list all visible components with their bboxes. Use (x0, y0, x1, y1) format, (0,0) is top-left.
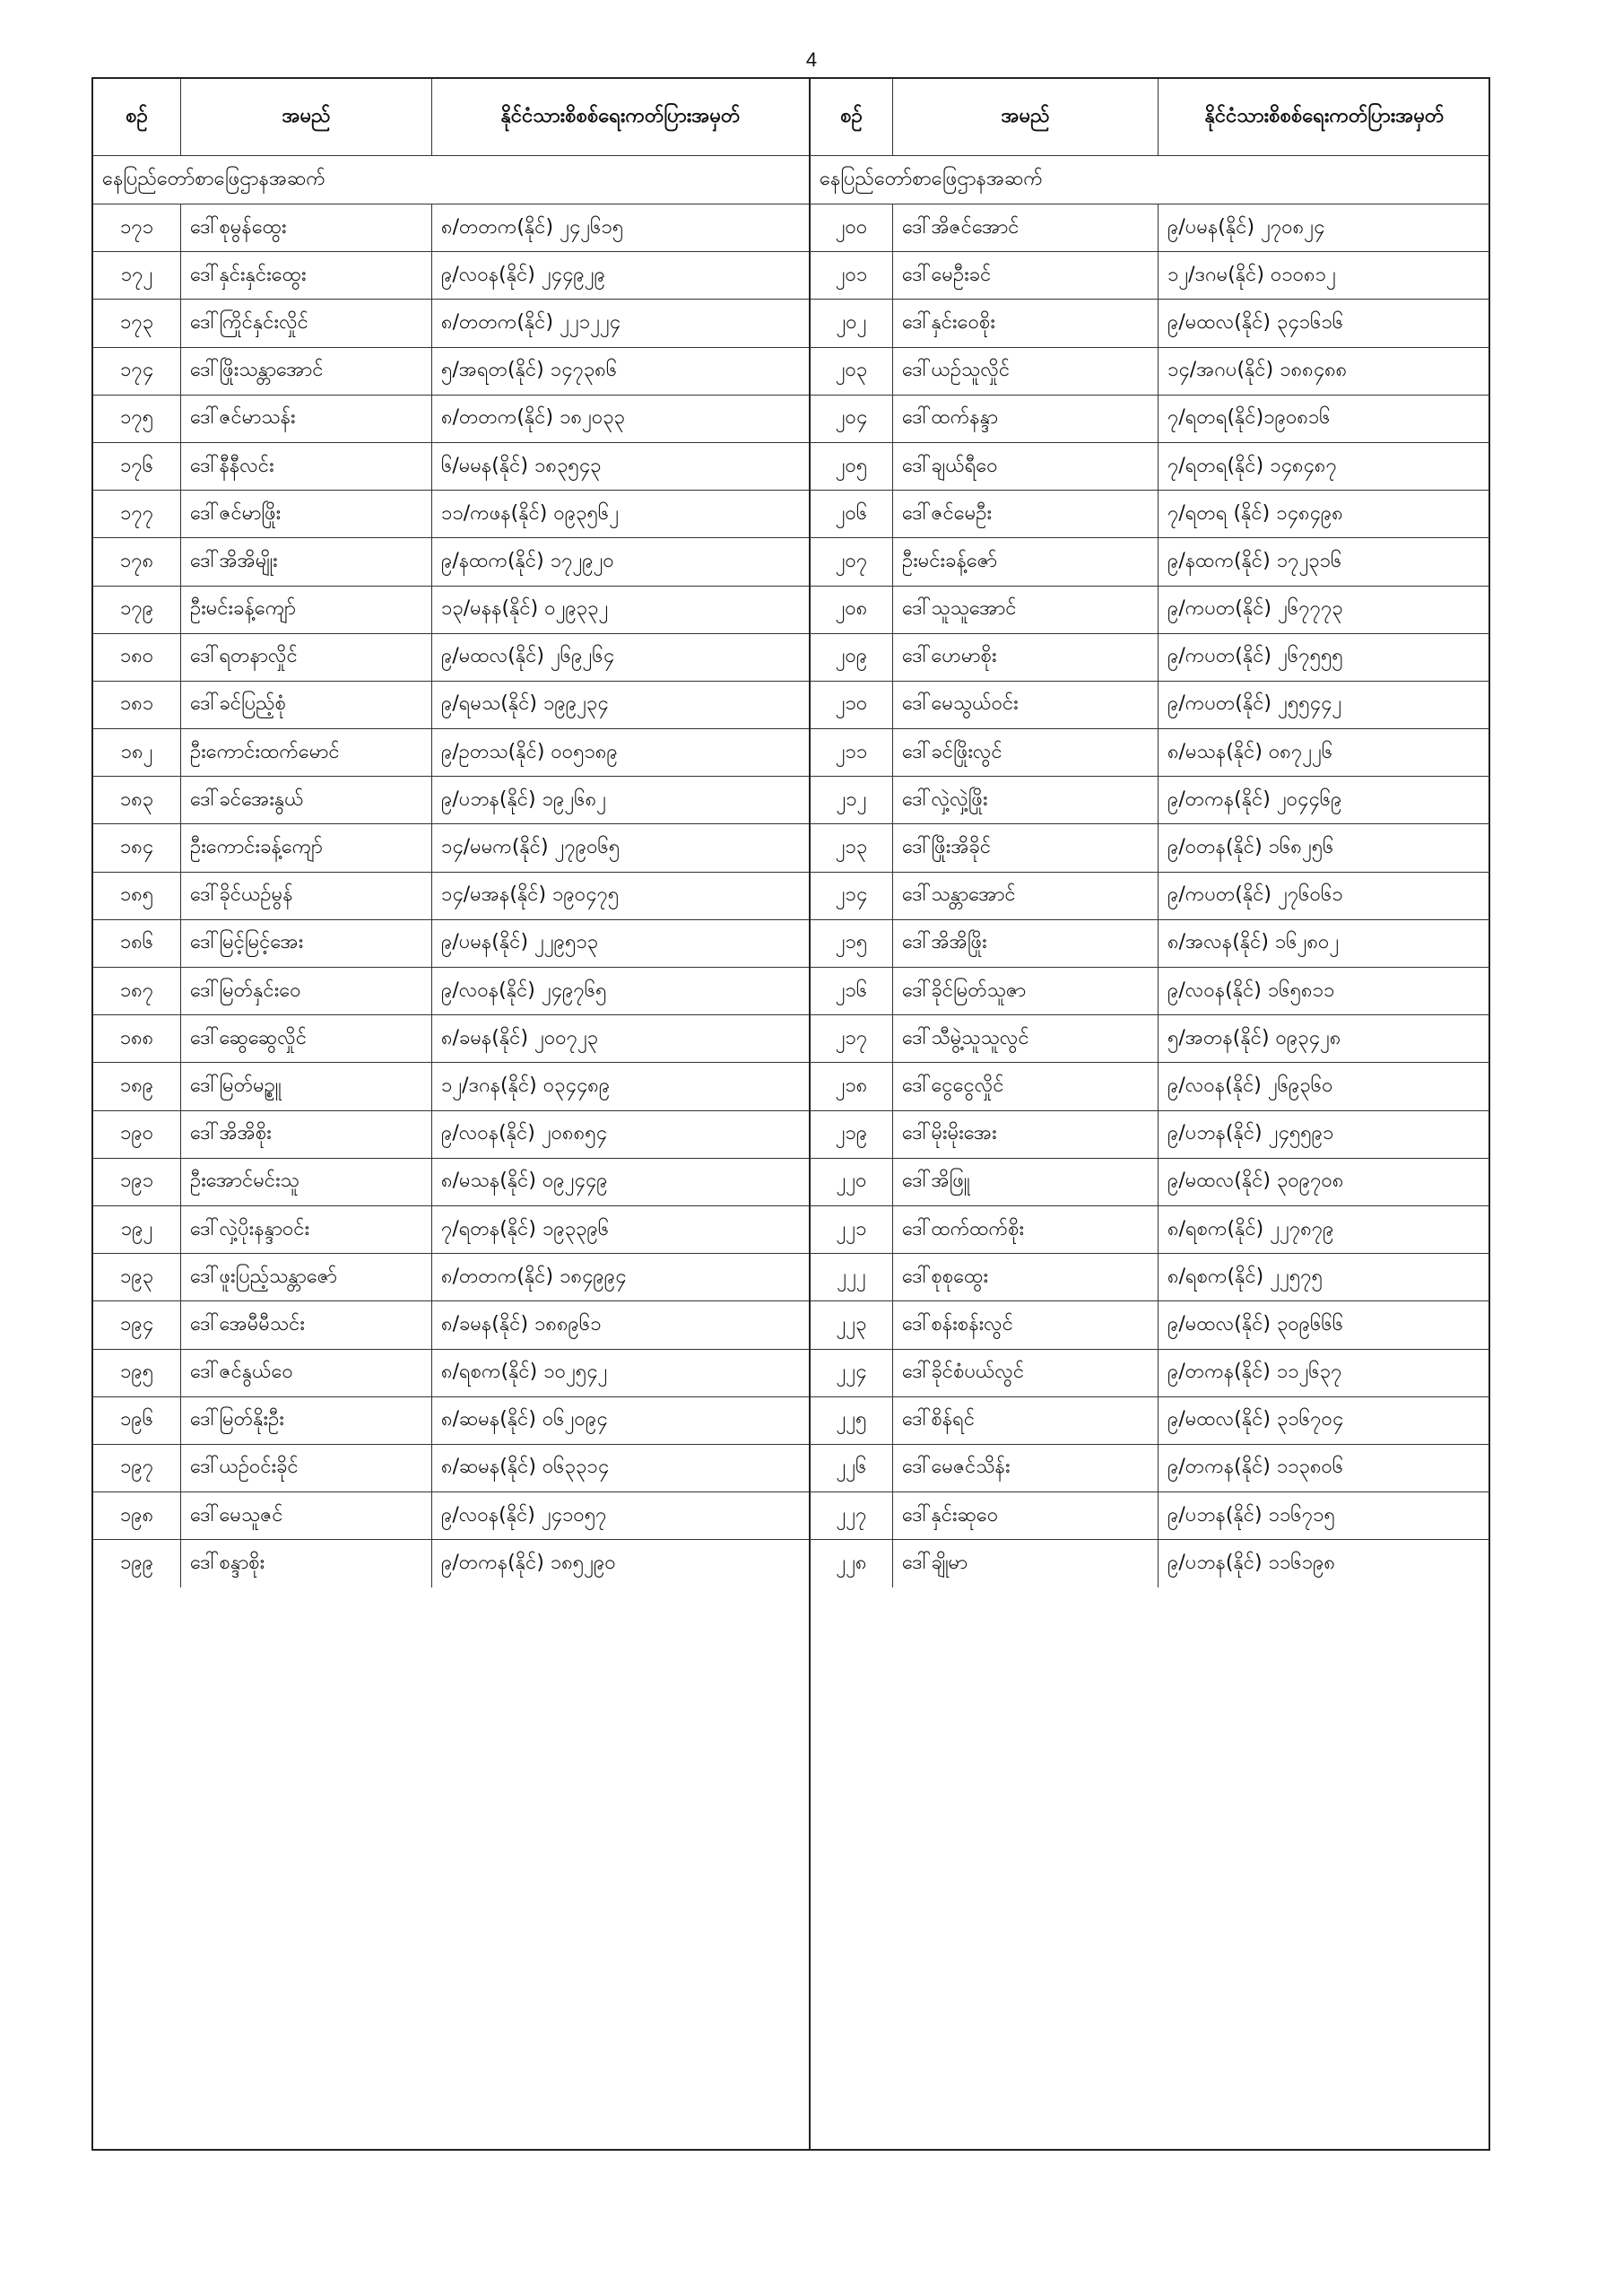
row-number: ၂၂၅ (811, 1397, 893, 1444)
row-number: ၁၈၃ (93, 777, 181, 823)
header-row (93, 79, 809, 156)
row-name: ဒေါ်စိန်ရင် (893, 1397, 1159, 1444)
row-nrc: ၁၄/အဂပ(နိုင်) ၁၈၈၄၈၈ (1167, 359, 1348, 382)
row-name: ဒေါ်ခင်အေးနွယ် (181, 777, 432, 823)
row-nrc: ၉/မထလ(နိုင်) ၃၀၉၆၆၆ (1167, 1312, 1344, 1335)
header-no: စဉ် (811, 79, 893, 155)
table-row (93, 1492, 809, 1540)
row-number: ၂၀၁ (811, 252, 893, 299)
row-number: ၂၂၁ (811, 1206, 893, 1253)
row-number: ၂၁၄ (811, 873, 893, 919)
table-row (93, 634, 809, 682)
left-table (93, 79, 811, 2149)
row-name: ဒေါ်ခိုင်ယဉ်မွန် (181, 873, 432, 919)
row-name: ဒေါ်ယဉ်ဝင်းခိုင် (181, 1445, 432, 1492)
row-nrc: ၁၄/မမက(နိုင်) ၂၇၉၀၆၅ (441, 836, 621, 859)
table-row (93, 491, 809, 538)
row-name: ဒေါ်စုစုထွေး (893, 1254, 1159, 1300)
table-row (811, 443, 1490, 491)
row-nrc: ၇/ရတရ(နိုင်)၁၉၀၈၁၆ (1167, 406, 1331, 430)
header-nrc: နိုင်ငံသားစိစစ်ရေးကတ်ပြားအမှတ် (1204, 105, 1445, 127)
row-name: ဒေါ်စုမွန်ထွေး (181, 204, 432, 251)
row-name: ဒေါ်အေမီမီသင်း (181, 1301, 432, 1348)
table-row (93, 1301, 809, 1349)
section-row (93, 156, 809, 204)
table-row (93, 538, 809, 586)
header-name: အမည် (893, 79, 1159, 155)
row-nrc: ၇/ရတရ(နိုင်) ၁၄၈၄၈၇ (1167, 454, 1337, 477)
table-row (811, 1492, 1490, 1540)
row-nrc: ၁၁/ကဖန(နိုင်) ၀၉၃၅၆၂ (441, 501, 620, 525)
row-number: ၂၁၃ (811, 824, 893, 871)
row-name: ဒေါ်ချိုမာ (893, 1540, 1159, 1587)
row-nrc: ၈/တတက(နိုင်) ၁၈၄၉၉၄ (441, 1265, 627, 1288)
row-number: ၁၇၃ (93, 300, 181, 346)
row-nrc: ၈/မသန(နိုင်) ၀၈၇၂၂၆ (1167, 740, 1333, 763)
table-row (811, 587, 1490, 634)
section-row (811, 156, 1490, 204)
row-name: ဒေါ်စန္ဒာစိုး (181, 1540, 432, 1587)
row-name: ဒေါ်အိဖြူ (893, 1159, 1159, 1205)
row-number: ၂၀၂ (811, 300, 893, 346)
row-nrc: ၉/လဝန(နိုင်) ၂၀၈၈၅၄ (441, 1122, 607, 1145)
row-nrc: ၉/မထလ(နိုင်) ၃၁၆၇၀၄ (1167, 1408, 1344, 1431)
row-number: ၁၈၉ (93, 1063, 181, 1109)
row-nrc: ၉/လဝန(နိုင်) ၁၆၅၈၁၁ (1167, 978, 1335, 1002)
row-number: ၂၀၈ (811, 587, 893, 633)
table-row (811, 300, 1490, 347)
row-name: ဒေါ်ဖြိုးသန္တာအောင် (181, 348, 432, 395)
table-row (93, 824, 809, 872)
row-nrc: ၉/ဝတန(နိုင်) ၁၆၈၂၅၆ (1167, 836, 1334, 859)
row-nrc: ၉/တကန(နိုင်) ၂၀၄၄၆၉ (1167, 787, 1342, 811)
row-nrc: ၉/ပမန(နိုင်) ၂၇၀၈၂၄ (1167, 215, 1325, 239)
row-name: ဒေါ်ခင်ဖြိုးလွင် (893, 729, 1159, 776)
row-name: ဒေါ်မိုးမိုးအေး (893, 1111, 1159, 1158)
page-number: 4 (805, 48, 818, 71)
section-title: နေပြည်တော်စာဖြေဌာနအဆက် (820, 168, 1043, 190)
row-name: ဒေါ်ဇင်နွယ်ဝေ (181, 1350, 432, 1396)
table-row (811, 252, 1490, 300)
table-row (93, 777, 809, 824)
row-name: ဒေါ်ခိုင်မြတ်သူဇာ (893, 968, 1159, 1014)
row-name: ဒေါ်ဆွေဆွေလှိုင် (181, 1015, 432, 1062)
table-row (93, 1540, 809, 1587)
table-row (93, 300, 809, 347)
table-row (93, 1445, 809, 1492)
row-name: ဒေါ်ငွေငွေလှိုင် (893, 1063, 1159, 1109)
row-number: ၂၂၃ (811, 1301, 893, 1348)
row-number: ၁၇၈ (93, 538, 181, 585)
row-name: ဒေါ်စန်းစန်းလွင် (893, 1301, 1159, 1348)
row-number: ၁၇၅ (93, 396, 181, 442)
row-name: ဒေါ်သူသူအောင် (893, 587, 1159, 633)
table-row (811, 1063, 1490, 1110)
row-name: ဒေါ်ဇင်မေဦး (893, 491, 1159, 537)
row-name: ဒေါ်ဇင်မာသန်း (181, 396, 432, 442)
row-nrc: ၅/အတန(နိုင်) ၀၉၃၄၂၈ (1167, 1026, 1341, 1049)
row-name: ဒေါ်ခင်ပြည့်စုံ (181, 682, 432, 728)
row-nrc: ၉/တကန(နိုင်) ၁၁၂၆၃၇ (1167, 1361, 1342, 1384)
left-rows (93, 204, 809, 1587)
row-nrc: ၉/ကပတ(နိုင်) ၂၇၆၀၆၁ (1167, 883, 1343, 907)
row-number: ၂၂၈ (811, 1540, 893, 1587)
row-number: ၁၇၆ (93, 443, 181, 490)
row-number: ၂၂၀ (811, 1159, 893, 1205)
row-number: ၂၁၆ (811, 968, 893, 1014)
row-number: ၂၁၉ (811, 1111, 893, 1158)
table-row (93, 1015, 809, 1063)
row-name: ဒေါ်မြတ်မဥ္စူ (181, 1063, 432, 1109)
row-number: ၂၁၅ (811, 920, 893, 967)
row-nrc: ၉/မထလ(နိုင်) ၃၀၉၇၀၈ (1167, 1170, 1344, 1193)
table-row (811, 1015, 1490, 1063)
row-nrc: ၈/ဆမန(နိုင်) ၀၆၃၃၁၄ (441, 1456, 610, 1479)
row-name: ဦးမင်းခန့်ကျော် (181, 587, 432, 633)
row-name: ဒေါ်ဇင်မာဖြိုး (181, 491, 432, 537)
row-name: ဒေါ်လှဲ့လှဲ့ဖြိုး (893, 777, 1159, 823)
table-row (811, 777, 1490, 824)
table-row (811, 1159, 1490, 1206)
row-nrc: ၈/အလန(နိုင်) ၁၆၂၈၀၂ (1167, 931, 1340, 954)
row-number: ၂၀၀ (811, 204, 893, 251)
row-number: ၂၀၉ (811, 634, 893, 681)
table-row (811, 491, 1490, 538)
row-name: ဒေါ်မေသွယ်ဝင်း (893, 682, 1159, 728)
row-number: ၁၉၃ (93, 1254, 181, 1300)
table-row (93, 443, 809, 491)
table-row (811, 1397, 1490, 1445)
row-nrc: ၉/ပဘန(နိုင်) ၁၉၂၆၈၂ (441, 787, 606, 811)
row-number: ၂၁၈ (811, 1063, 893, 1109)
row-name: ဦးမင်းခန့်ဇော် (893, 538, 1159, 585)
row-name: ဒေါ်သီမွဲ့သူသူလွင် (893, 1015, 1159, 1062)
row-nrc: ၈/ရစက(နိုင်) ၁၀၂၅၄၂ (441, 1361, 608, 1384)
table-row (93, 729, 809, 777)
row-number: ၁၉၉ (93, 1540, 181, 1587)
row-nrc: ၁၂/ဒဂမ(နိုင်) ၀၁၀၈၁၂ (1167, 263, 1336, 286)
row-number: ၁၉၄ (93, 1301, 181, 1348)
row-name: ဒေါ်ဖြိုးအိခိုင် (893, 824, 1159, 871)
row-number: ၂၀၃ (811, 348, 893, 395)
row-nrc: ၇/ရတရ (နိုင်) ၁၄၈၄၉၈ (1167, 501, 1343, 525)
table-row (93, 1206, 809, 1254)
row-nrc: ၉/လဝန(နိုင်) ၂၄၄၉၂၉ (441, 263, 605, 286)
row-number: ၂၁၇ (811, 1015, 893, 1062)
row-nrc: ၉/တကန(နိုင်) ၁၈၅၂၉၀ (441, 1552, 616, 1575)
row-nrc: ၈/တတက(နိုင်) ၁၈၂၀၃၃ (441, 406, 625, 430)
table-row (811, 396, 1490, 443)
table-row (811, 682, 1490, 729)
row-number: ၁၈၈ (93, 1015, 181, 1062)
table-row (93, 1397, 809, 1445)
table-row (93, 348, 809, 396)
row-nrc: ၉/ရမသ(နိုင်) ၁၉၉၂၃၄ (441, 692, 609, 716)
row-name: ဒေါ်ချယ်ရီဝေ (893, 443, 1159, 490)
table-row (811, 634, 1490, 682)
row-number: ၁၉၀ (93, 1111, 181, 1158)
row-number: ၂၁၁ (811, 729, 893, 776)
row-nrc: ၉/လဝန(နိုင်) ၂၄၁၀၅၇ (441, 1503, 607, 1526)
table-row (811, 729, 1490, 777)
row-nrc: ၈/ရစက(နိုင်) ၂၂၇၈၇၉ (1167, 1217, 1334, 1240)
row-number: ၁၉၇ (93, 1445, 181, 1492)
row-number: ၁၈၂ (93, 729, 181, 776)
row-number: ၁၉၅ (93, 1350, 181, 1396)
table-row (811, 968, 1490, 1015)
table-row (93, 396, 809, 443)
table-row (93, 204, 809, 252)
row-name: ဒေါ်ခိုင်စံပယ်လွင် (893, 1350, 1159, 1396)
row-number: ၂၂၆ (811, 1445, 893, 1492)
row-number: ၁၇၄ (93, 348, 181, 395)
right-rows (811, 204, 1490, 1587)
row-name: ဒေါ်နှင်းဆုဝေ (893, 1492, 1159, 1539)
row-number: ၁၈၇ (93, 968, 181, 1014)
row-number: ၁၇၇ (93, 491, 181, 537)
right-table (811, 79, 1490, 2149)
table-row (811, 873, 1490, 920)
row-name: ဒေါ်မြင့်မြင့်အေး (181, 920, 432, 967)
table-row (93, 587, 809, 634)
row-nrc: ၈/မသန(နိုင်) ၀၉၂၄၄၉ (441, 1170, 608, 1193)
row-number: ၁၈၆ (93, 920, 181, 967)
row-name: ဒေါ်နီနီလင်း (181, 443, 432, 490)
table-row (811, 1301, 1490, 1349)
row-nrc: ၁၃/မနန(နိုင်) ၀၂၉၃၃၂ (441, 597, 609, 621)
table-row (811, 538, 1490, 586)
table-row (93, 1254, 809, 1301)
row-number: ၂၂၇ (811, 1492, 893, 1539)
row-name: ဒေါ်မြတ်နှင်းဝေ (181, 968, 432, 1014)
row-nrc: ၉/ဥတသ(နိုင်) ၀၀၅၁၈၉ (441, 740, 618, 763)
row-number: ၂၀၅ (811, 443, 893, 490)
table-row (811, 920, 1490, 968)
row-name: ဒေါ်ရတနာလှိုင် (181, 634, 432, 681)
section-title: နေပြည်တော်စာဖြေဌာနအဆက် (102, 168, 325, 190)
table-row (811, 1111, 1490, 1159)
header-name: အမည် (181, 79, 432, 155)
row-name: ဒေါ်ယဉ်သူလှိုင် (893, 348, 1159, 395)
row-number: ၂၀၄ (811, 396, 893, 442)
table-row (811, 204, 1490, 252)
row-number: ၂၀၆ (811, 491, 893, 537)
row-nrc: ၉/ပဘန(နိုင်) ၂၄၅၅၉၁ (1167, 1122, 1334, 1145)
row-name: ဒေါ်မေသူဇင် (181, 1492, 432, 1539)
row-number: ၁၉၂ (93, 1206, 181, 1253)
row-number: ၁၉၈ (93, 1492, 181, 1539)
row-nrc: ၉/ပမန(နိုင်) ၂၂၉၅၁၃ (441, 931, 599, 954)
row-name: ဒေါ်မေဦးခင် (893, 252, 1159, 299)
row-name: ဒေါ်အိအိဖြိုး (893, 920, 1159, 967)
row-name: ဒေါ်အိဇင်အောင် (893, 204, 1159, 251)
table-row (93, 1063, 809, 1110)
row-name: ဒေါ်သန္တာအောင် (893, 873, 1159, 919)
table-row (811, 1254, 1490, 1301)
table-row (93, 682, 809, 729)
row-nrc: ၉/ပဘန(နိုင်) ၁၁၆၇၁၅ (1167, 1503, 1335, 1526)
row-name: ဒေါ်အိအိစိုး (181, 1111, 432, 1158)
row-name: ဒေါ်ထက်နန္ဒာ (893, 396, 1159, 442)
row-nrc: ၈/ခမန(နိုင်) ၁၈၈၉၆၁ (441, 1312, 602, 1335)
row-nrc: ၉/လဝန(နိုင်) ၂၆၉၃၆၀ (1167, 1074, 1333, 1097)
row-nrc: ၉/တကန(နိုင်) ၁၁၃၈၀၆ (1167, 1456, 1344, 1479)
row-name: ဒေါ်ကြိုင်နှင်းလှိုင် (181, 300, 432, 346)
row-number: ၁၇၁ (93, 204, 181, 251)
row-number: ၂၀၇ (811, 538, 893, 585)
row-nrc: ၆/မမန(နိုင်) ၁၈၃၅၄၃ (441, 454, 602, 477)
row-nrc: ၉/ပဘန(နိုင်) ၁၁၆၁၉၈ (1167, 1552, 1336, 1575)
row-nrc: ၉/ကပတ(နိုင်) ၂၅၅၄၄၂ (1167, 692, 1342, 716)
row-nrc: ၈/ခမန(နိုင်) ၂၀၀၇၂၃ (441, 1026, 599, 1049)
row-nrc: ၉/နထက(နိုင်) ၁၇၂၉၂၀ (441, 549, 614, 572)
row-name: ဦးကောင်းခန့်ကျော် (181, 824, 432, 871)
row-number: ၂၁၂ (811, 777, 893, 823)
row-name: ဒေါ်မေဇင်သိန်း (893, 1445, 1159, 1492)
table-row (93, 1159, 809, 1206)
row-name: ဒေါ်အိအိမျိုး (181, 538, 432, 585)
row-nrc: ၉/မထလ(နိုင်) ၂၆၉၂၆၄ (441, 645, 615, 668)
header-no: စဉ် (93, 79, 181, 155)
row-name: ဒေါ်နှင်းနှင်းထွေး (181, 252, 432, 299)
row-number: ၁၇၉ (93, 587, 181, 633)
row-name: ဒေါ်ထက်ထက်စိုး (893, 1206, 1159, 1253)
row-nrc: ၈/တတက(နိုင်) ၂၂၁၂၂၄ (441, 310, 621, 334)
header-nrc: နိုင်ငံသားစိစစ်ရေးကတ်ပြားအမှတ် (500, 105, 741, 127)
row-name: ဦးကောင်းထက်မောင် (181, 729, 432, 776)
row-number: ၁၈၁ (93, 682, 181, 728)
row-nrc: ၁၄/မအန(နိုင်) ၁၉၀၄၇၅ (441, 883, 620, 907)
table-row (93, 1350, 809, 1397)
row-number: ၁၈၀ (93, 634, 181, 681)
table-row (811, 1540, 1490, 1587)
row-nrc: ၉/နထက(နိုင်) ၁၇၂၃၁၆ (1167, 549, 1342, 572)
row-number: ၁၈၄ (93, 824, 181, 871)
row-number: ၁၉၁ (93, 1159, 181, 1205)
row-nrc: ၈/ဆမန(နိုင်) ၀၆၂၀၉၄ (441, 1408, 608, 1431)
row-name: ဒေါ်လှဲ့ပိုးနန္ဒာဝင်း (181, 1206, 432, 1253)
row-name: ဒေါ်ဖူးပြည့်သန္တာဇော် (181, 1254, 432, 1300)
nominee-table (91, 77, 1490, 2151)
row-name: ဒေါ်ဟေမာစိုး (893, 634, 1159, 681)
row-nrc: ၉/လဝန(နိုင်) ၂၄၉၇၆၅ (441, 978, 607, 1002)
row-number: ၂၁၀ (811, 682, 893, 728)
table-row (811, 348, 1490, 396)
table-row (811, 824, 1490, 872)
row-nrc: ၅/အရတ(နိုင်) ၁၄၇၃၈၆ (441, 359, 618, 382)
table-row (811, 1350, 1490, 1397)
row-nrc: ၇/ရတန(နိုင်) ၁၉၃၃၉၆ (441, 1217, 610, 1240)
row-number: ၁၇၂ (93, 252, 181, 299)
table-row (93, 968, 809, 1015)
table-row (93, 1111, 809, 1159)
table-row (93, 920, 809, 968)
row-name: ဦးအောင်မင်းသူ (181, 1159, 432, 1205)
row-nrc: ၉/ကပတ(နိုင်) ၂၆၇၇၇၃ (1167, 597, 1343, 621)
row-nrc: ၁၂/ဒဂန(နိုင်) ၀၃၄၄၈၉ (441, 1074, 611, 1097)
row-number: ၁၉၆ (93, 1397, 181, 1444)
table-row (93, 252, 809, 300)
row-nrc: ၈/တတက(နိုင်) ၂၄၂၆၁၅ (441, 215, 624, 239)
table-row (93, 873, 809, 920)
row-number: ၁၈၅ (93, 873, 181, 919)
row-nrc: ၉/မထလ(နိုင်) ၃၄၁၆၁၆ (1167, 310, 1344, 334)
row-number: ၂၂၂ (811, 1254, 893, 1300)
header-row (811, 79, 1490, 156)
table-row (811, 1445, 1490, 1492)
table-row (811, 1206, 1490, 1254)
row-name: ဒေါ်မြတ်နိုးဦး (181, 1397, 432, 1444)
row-nrc: ၉/ကပတ(နိုင်) ၂၆၇၅၅၅ (1167, 645, 1343, 668)
row-nrc: ၈/ရစက(နိုင်) ၂၂၅၇၅ (1167, 1265, 1323, 1288)
row-name: ဒေါ်နှင်းဝေစိုး (893, 300, 1159, 346)
row-number: ၂၂၄ (811, 1350, 893, 1396)
